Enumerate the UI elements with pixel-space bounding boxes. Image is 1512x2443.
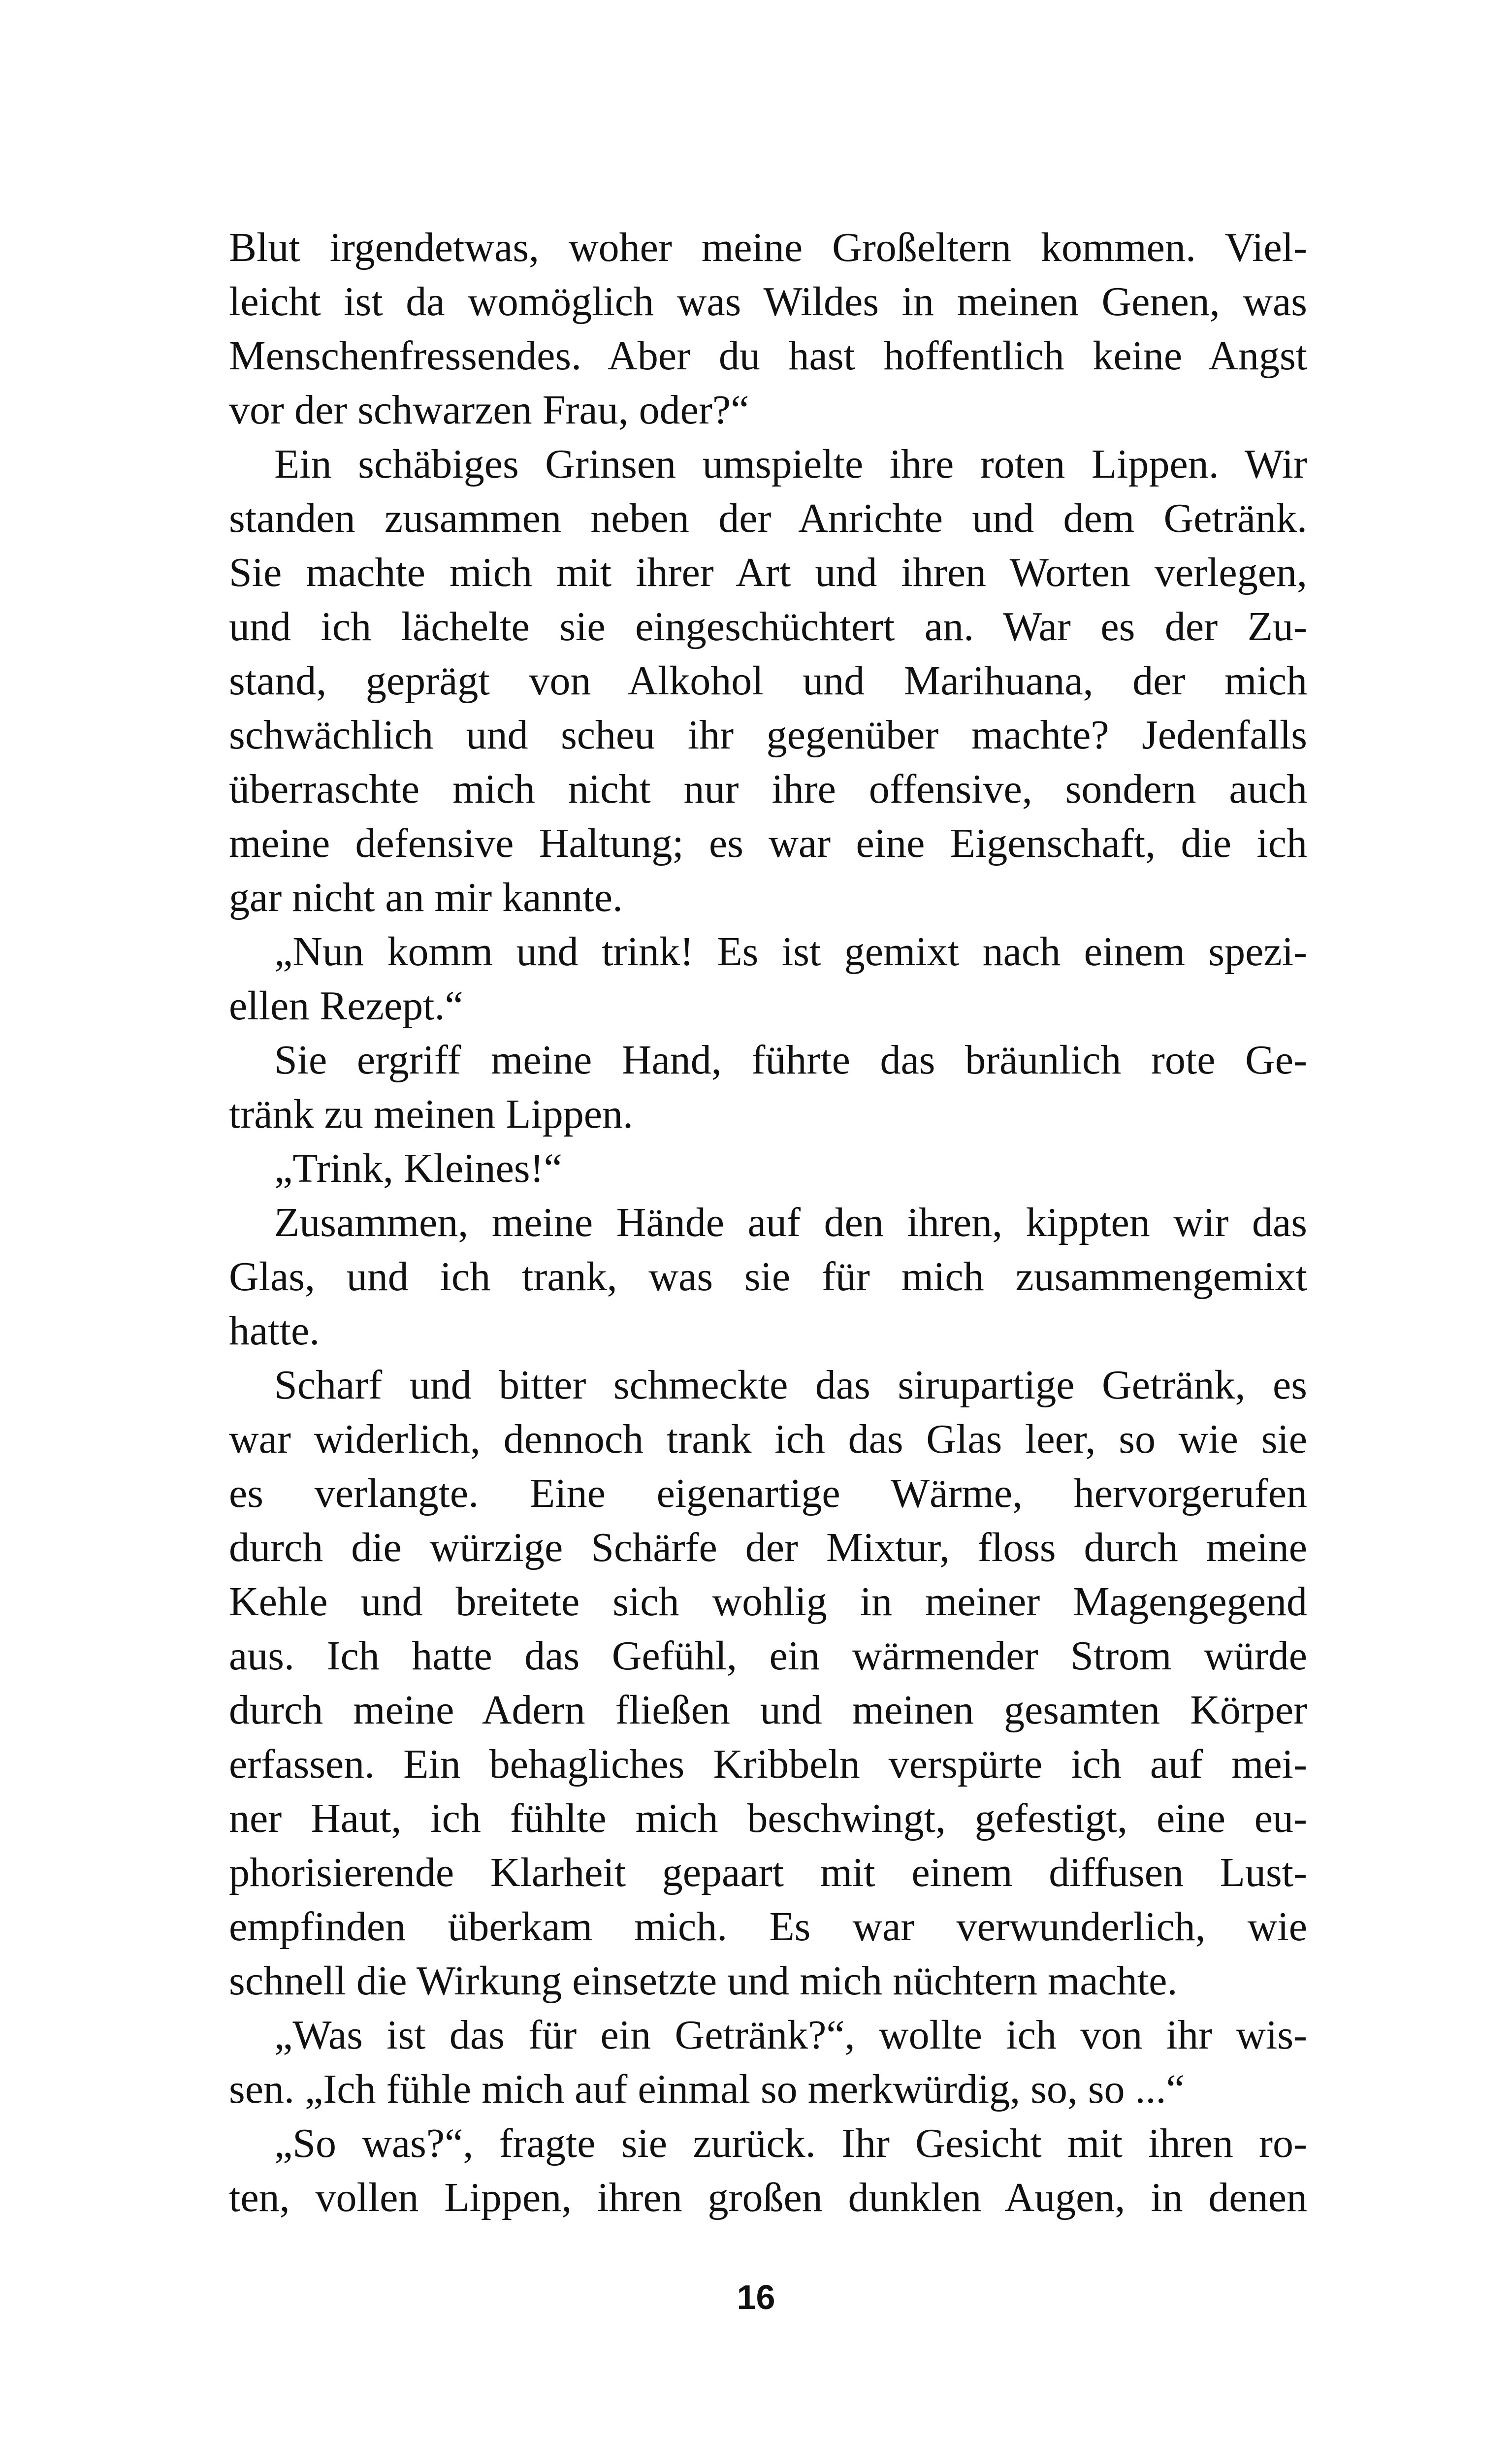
text-line: meine defensive Haltung; es war eine Eigenschaft, die ich <box>229 820 1307 866</box>
text-line: aus. Ich hatte das Gefühl, ein wärmender Strom würde <box>229 1633 1307 1679</box>
text-line: stand, geprägt von Alkohol und Marihuana, der mich <box>229 658 1307 704</box>
text-line: ellen Rezept.“ <box>229 983 463 1029</box>
text-line: und ich lächelte sie eingeschüchtert an. War es der Zu- <box>229 604 1307 650</box>
text-line: tränk zu meinen Lippen. <box>229 1091 634 1137</box>
text-line: vor der schwarzen Frau, oder?“ <box>229 387 749 433</box>
text-line: leicht ist da womöglich was Wildes in meinen Genen, was <box>229 279 1307 325</box>
text-line: standen zusammen neben der Anrichte und dem Getränk. <box>229 495 1307 541</box>
text-line: empfinden überkam mich. Es war verwunderlich, wie <box>229 1904 1307 1950</box>
text-line: Menschenfressendes. Aber du hast hoffentlich keine Angst <box>229 333 1307 379</box>
text-line: Sie ergriff meine Hand, führte das bräunlich rote Ge- <box>274 1037 1307 1083</box>
text-line: „So was?“, fragte sie zurück. Ihr Gesicht mit ihren ro- <box>274 2120 1307 2166</box>
body-text <box>229 221 1307 2225</box>
text-line: es verlangte. Eine eigenartige Wärme, hervorgerufen <box>229 1470 1307 1516</box>
text-line: schnell die Wirkung einsetzte und mich nüchtern machte. <box>229 1958 1178 2004</box>
text-line: durch meine Adern fließen und meinen gesamten Körper <box>229 1687 1307 1733</box>
text-line: Zusammen, meine Hände auf den ihren, kippten wir das <box>274 1200 1307 1245</box>
page-number: 16 <box>737 2278 775 2316</box>
text-line: Sie machte mich mit ihrer Art und ihren Worten verlegen, <box>229 550 1307 595</box>
text-line: überraschte mich nicht nur ihre offensive, sondern auch <box>229 766 1307 812</box>
text-line: war widerlich, dennoch trank ich das Glas leer, so wie sie <box>229 1416 1307 1462</box>
text-line: schwächlich und scheu ihr gegenüber machte? Jedenfalls <box>229 712 1307 758</box>
text-line: hatte. <box>229 1308 320 1354</box>
text-line: „Was ist das für ein Getränk?“, wollte ich von ihr wis- <box>274 2012 1307 2058</box>
text-line: Ein schäbiges Grinsen umspielte ihre roten Lippen. Wir <box>274 441 1307 487</box>
text-line: erfassen. Ein behagliches Kribbeln verspürte ich auf mei- <box>229 1741 1307 1787</box>
text-line: ner Haut, ich fühlte mich beschwingt, gefestigt, eine eu- <box>229 1795 1307 1841</box>
text-line: Blut irgendetwas, woher meine Großeltern kommen. Viel- <box>229 225 1307 270</box>
text-line: „Trink, Kleines!“ <box>274 1145 562 1191</box>
text-line: Kehle und breitete sich wohlig in meiner Magengegend <box>229 1579 1307 1625</box>
text-line: durch die würzige Schärfe der Mixtur, floss durch meine <box>229 1525 1307 1570</box>
text-line: ten, vollen Lippen, ihren großen dunklen Augen, in denen <box>229 2175 1307 2220</box>
text-line: sen. „Ich fühle mich auf einmal so merkwürdig, so, so ...“ <box>229 2066 1185 2112</box>
text-line: „Nun komm und trink! Es ist gemixt nach einem spezi- <box>274 929 1307 975</box>
text-line: Scharf und bitter schmeckte das sirupartige Getränk, es <box>274 1362 1307 1408</box>
text-line: phorisierende Klarheit gepaart mit einem diffusen Lust- <box>229 1850 1307 1895</box>
text-line: Glas, und ich trank, was sie für mich zusammengemixt <box>229 1254 1307 1300</box>
text-line: gar nicht an mir kannte. <box>229 875 623 920</box>
